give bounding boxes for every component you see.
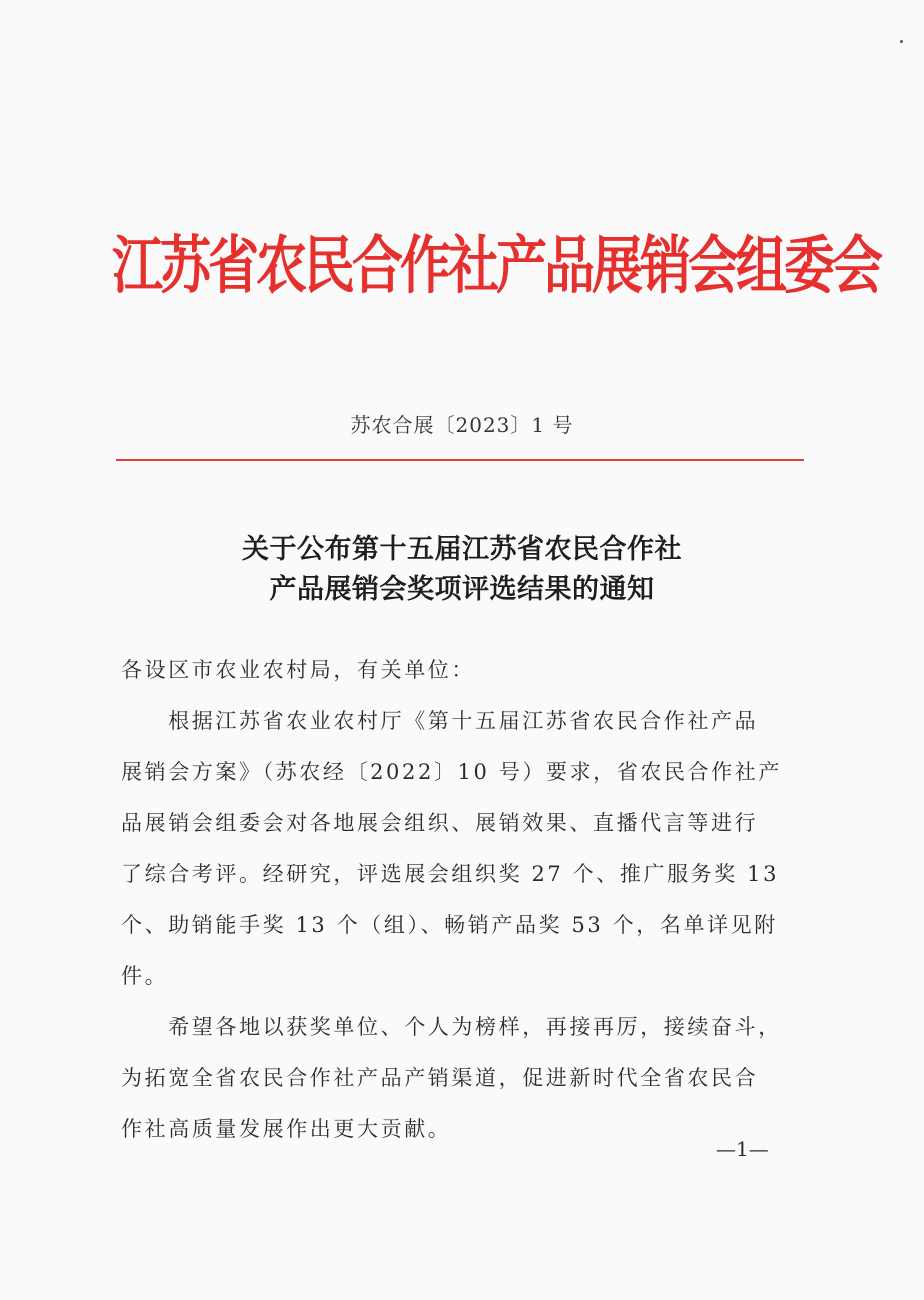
salutation: 各设区市农业农村局，有关单位：	[121, 658, 475, 682]
body-line: 为拓宽全省农民合作社产品产销渠道，促进新时代全省农民合	[121, 1066, 759, 1090]
body-line: 展销会方案》（苏农经〔2022〕10 号）要求，省农民合作社产	[121, 760, 782, 784]
body-line: 作社高质量发展作出更大贡献。	[121, 1117, 452, 1141]
document-number: 苏农合展〔2023〕1 号	[350, 413, 574, 437]
issuing-organization-header: 江苏省农民合作社产品展销会组委会	[112, 231, 881, 304]
notice-title-line-1: 关于公布第十五届江苏省农民合作社	[242, 534, 682, 565]
page-number: —1—	[716, 1137, 769, 1161]
body-line: 了综合考评。经研究，评选展会组织奖 27 个、推广服务奖 13	[121, 862, 780, 886]
body-line: 希望各地以获奖单位、个人为榜样，再接再厉，接续奋斗，	[121, 1015, 782, 1039]
body-line: 件。	[121, 964, 169, 988]
body-line: 根据江苏省农业农村厅《第十五届江苏省农民合作社产品	[121, 709, 759, 733]
body-line: 个、助销能手奖 13 个（组）、畅销产品奖 53 个，名单详见附	[121, 913, 778, 937]
red-divider-line	[116, 459, 804, 461]
notice-title-line-2: 产品展销会奖项评选结果的通知	[269, 574, 655, 605]
body-line: 品展销会组委会对各地展会组织、展销效果、直播代言等进行	[121, 811, 759, 835]
scan-speck	[900, 40, 903, 43]
